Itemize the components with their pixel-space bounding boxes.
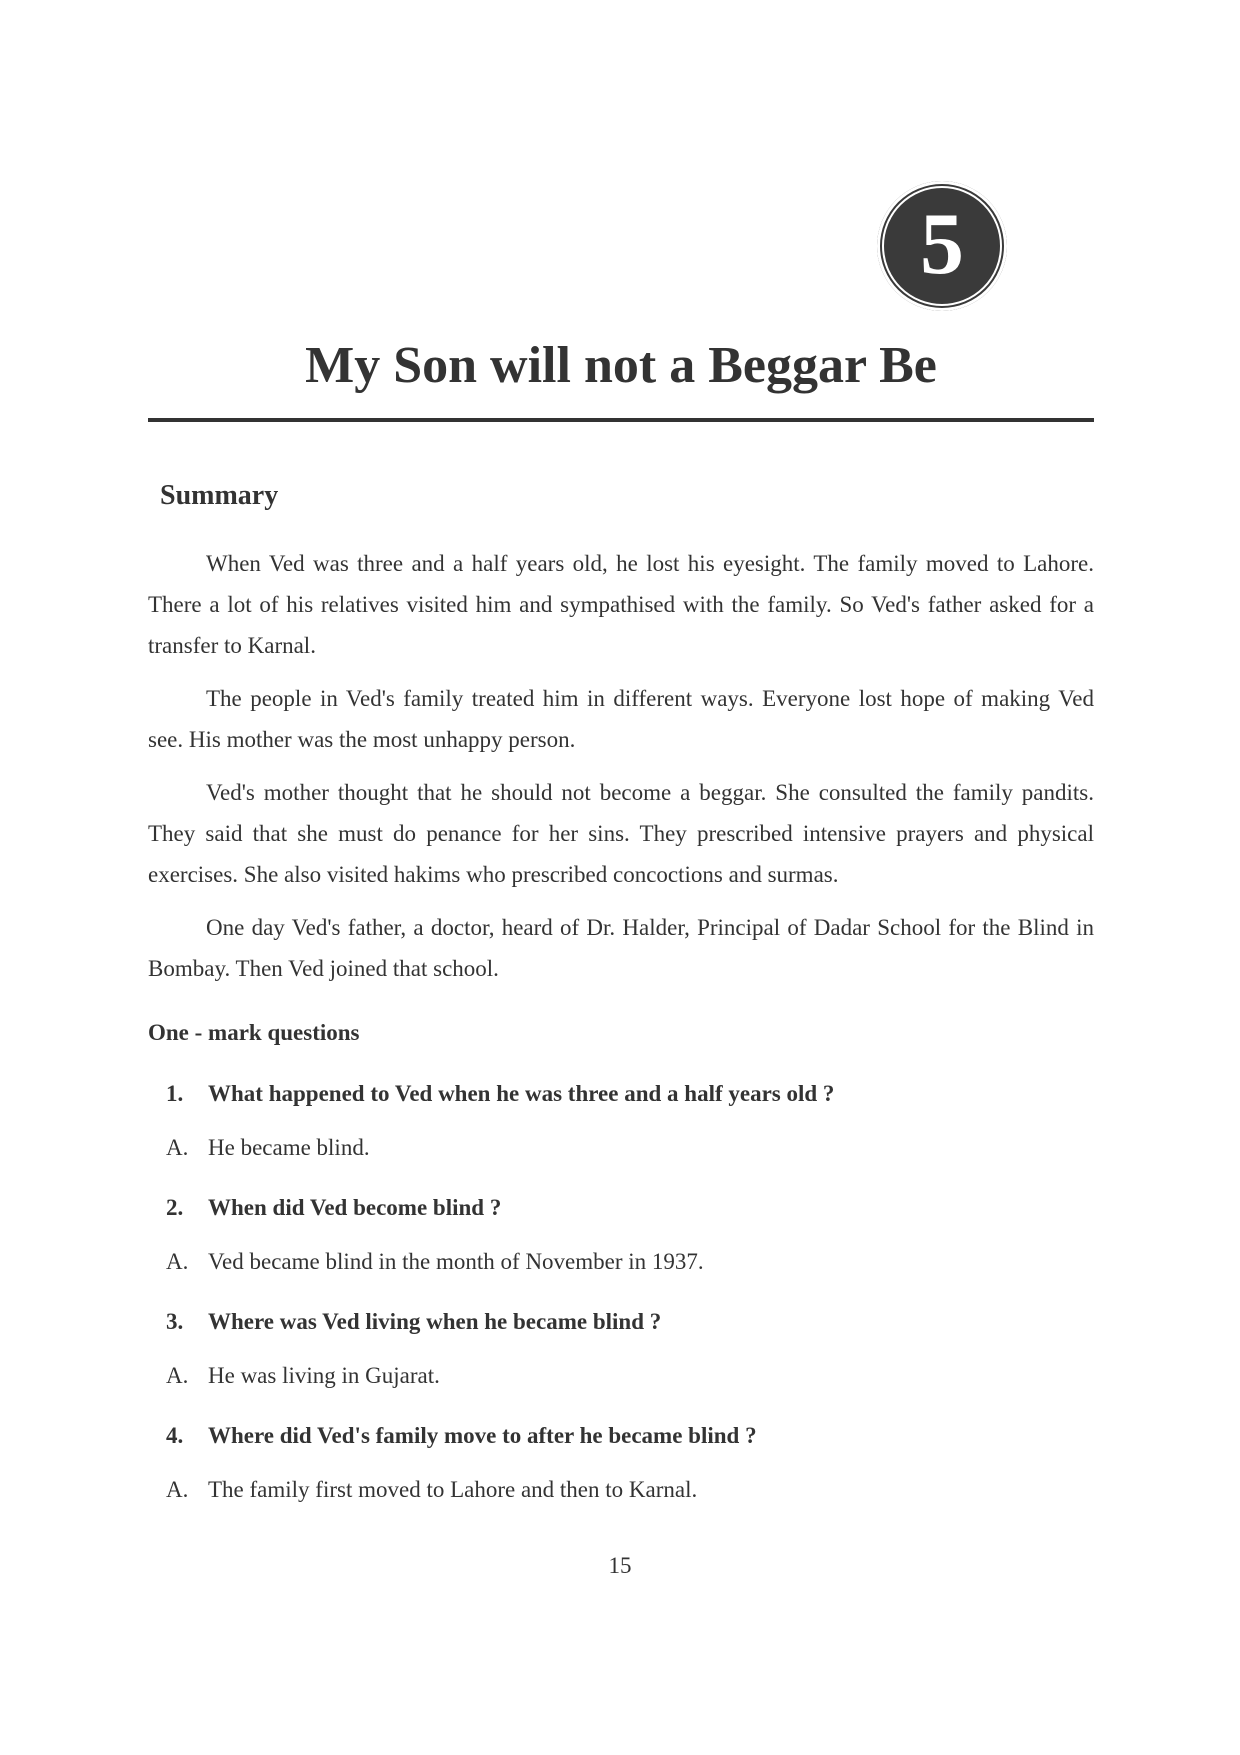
answer-text: He became blind. xyxy=(208,1135,370,1160)
answer-item xyxy=(148,1133,1094,1163)
answer-marker: A. xyxy=(166,1249,189,1274)
question-item xyxy=(148,1079,1094,1109)
answer-text: Ved became blind in the month of November in 1937. xyxy=(208,1249,704,1274)
question-number: 1. xyxy=(166,1081,184,1106)
answer-marker: A. xyxy=(166,1363,189,1388)
page-number: 15 xyxy=(608,1553,632,1578)
page-title: My Son will not a Beggar Be xyxy=(305,337,937,394)
summary-paragraph: When Ved was three and a half years old, he lost his eyesight. The family moved to Lahore. There a lot of his relatives visited him and sympathised with the family. So Ved's father asked for a transfer to Karnal. xyxy=(148,551,1094,658)
question-text: What happened to Ved when he was three and a half years old ? xyxy=(208,1081,835,1106)
question-item xyxy=(148,1193,1094,1223)
answer-marker: A. xyxy=(166,1135,189,1160)
answer-marker: A. xyxy=(166,1477,189,1502)
question-item xyxy=(148,1307,1094,1337)
question-text: Where did Ved's family move to after he became blind ? xyxy=(208,1423,757,1448)
summary-body xyxy=(148,543,1094,1001)
answer-text: He was living in Gujarat. xyxy=(208,1363,440,1388)
answer-item xyxy=(148,1247,1094,1277)
summary-paragraph: The people in Ved's family treated him in different ways. Everyone lost hope of making Ved see. His mother was the most unhappy person. xyxy=(148,686,1094,752)
one-mark-questions xyxy=(148,1012,1094,1535)
chapter-number: 5 xyxy=(920,196,964,293)
answer-item xyxy=(148,1475,1094,1505)
summary-paragraph: One day Ved's father, a doctor, heard of Dr. Halder, Principal of Dadar School for the Blind in Bombay. Then Ved joined that school. xyxy=(148,915,1094,981)
question-text: Where was Ved living when he became blind ? xyxy=(208,1309,662,1334)
summary-paragraph: Ved's mother thought that he should not become a beggar. She consulted the family pandits. They said that she must do penance for her sins. They prescribed intensive prayers and physical exercises. She also visited hakims who prescribed concoctions and surmas. xyxy=(148,780,1094,887)
questions-heading: One - mark questions xyxy=(148,1020,360,1045)
chapter-number-badge xyxy=(877,181,1007,311)
question-number: 4. xyxy=(166,1423,184,1448)
summary-heading: Summary xyxy=(160,480,279,511)
question-number: 3. xyxy=(166,1309,184,1334)
answer-text: The family first moved to Lahore and then to Karnal. xyxy=(208,1477,698,1502)
question-number: 2. xyxy=(166,1195,184,1220)
title-divider xyxy=(148,418,1094,422)
answer-item xyxy=(148,1361,1094,1391)
question-text: When did Ved become blind ? xyxy=(208,1195,502,1220)
question-item xyxy=(148,1421,1094,1451)
